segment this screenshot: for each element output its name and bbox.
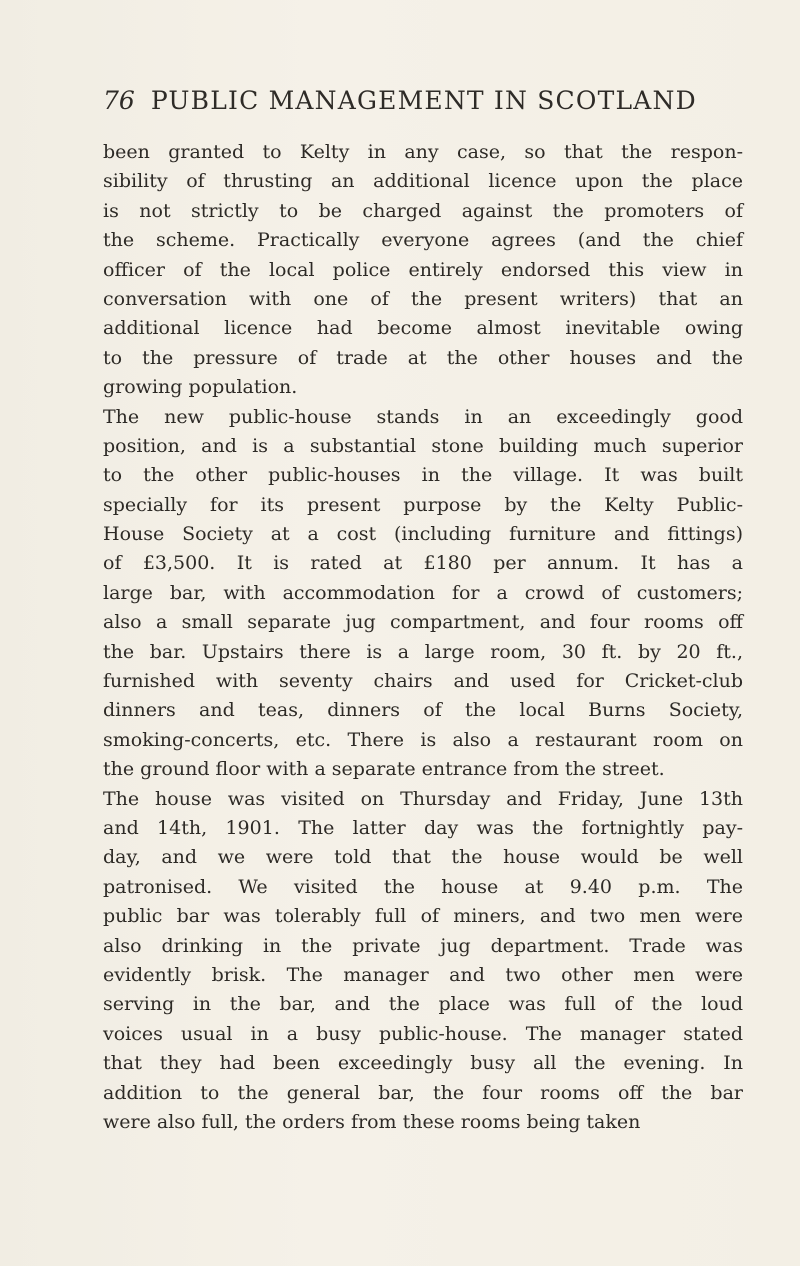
text-line: serving in the bar, and the place was full of the loud xyxy=(103,993,743,1016)
text-line: evidently brisk. The manager and two other men were xyxy=(103,963,743,986)
text-line: The house was visited on Thursday and Friday, June 13th xyxy=(103,787,743,810)
text-line: were also full, the orders from these rooms being taken xyxy=(103,1110,641,1133)
text-line: growing population. xyxy=(103,376,298,399)
text-line: the bar. Upstairs there is a large room, 30 ft. by 20 ft., xyxy=(103,640,743,663)
text-line: large bar, with accommodation for a crowd of customers; xyxy=(103,581,743,604)
text-line: furnished with seventy chairs and used for Cricket-club xyxy=(103,670,743,693)
text-line: is not strictly to be charged against the promoters of xyxy=(103,199,743,222)
running-head: PUBLIC MANAGEMENT IN SCOTLAND xyxy=(150,86,697,115)
text-line: public bar was tolerably full of miners, and two men were xyxy=(103,905,743,928)
text-line: also drinking in the private jug department. Trade was xyxy=(103,934,743,957)
text-line: that they had been exceedingly busy all the evening. In xyxy=(103,1052,743,1075)
text-line: to the pressure of trade at the other houses and the xyxy=(103,346,743,369)
text-line: conversation with one of the present writers) that an xyxy=(103,287,743,310)
text-line: specially for its present purpose by the Kelty Public- xyxy=(103,493,743,516)
text-line: of £3,500. It is rated at £180 per annum. It has a xyxy=(103,552,743,575)
text-line: and 14th, 1901. The latter day was the fortnightly pay- xyxy=(103,816,743,839)
text-line: dinners and teas, dinners of the local Burns Society, xyxy=(103,699,743,722)
text-line: smoking-concerts, etc. There is also a restaurant room on xyxy=(103,728,743,751)
text-line: additional licence had become almost inevitable owing xyxy=(103,317,743,340)
text-line: day, and we were told that the house would be well xyxy=(103,846,743,869)
text-line: position, and is a substantial stone building much superior xyxy=(103,434,743,457)
text-line: to the other public-houses in the village. It was built xyxy=(103,464,743,487)
text-line: the ground floor with a separate entrance from the street. xyxy=(103,758,665,781)
text-line: officer of the local police entirely endorsed this view in xyxy=(103,258,743,281)
text-line: addition to the general bar, the four rooms off the bar xyxy=(103,1081,743,1104)
body-text xyxy=(103,138,743,1137)
text-line: House Society at a cost (including furniture and fittings) xyxy=(103,523,743,546)
text-line: The new public-house stands in an exceedingly good xyxy=(103,405,743,428)
text-line: also a small separate jug compartment, and four rooms off xyxy=(103,611,743,634)
text-line: the scheme. Practically everyone agrees (and the chief xyxy=(103,229,743,252)
text-line: sibility of thrusting an additional licence upon the place xyxy=(103,170,743,193)
text-line: voices usual in a busy public-house. The manager stated xyxy=(103,1022,743,1045)
page-header xyxy=(103,86,743,126)
page-number: 76 xyxy=(103,86,135,115)
text-line: been granted to Kelty in any case, so that the respon- xyxy=(103,141,743,163)
text-line: patronised. We visited the house at 9.40 p.m. The xyxy=(103,875,743,898)
